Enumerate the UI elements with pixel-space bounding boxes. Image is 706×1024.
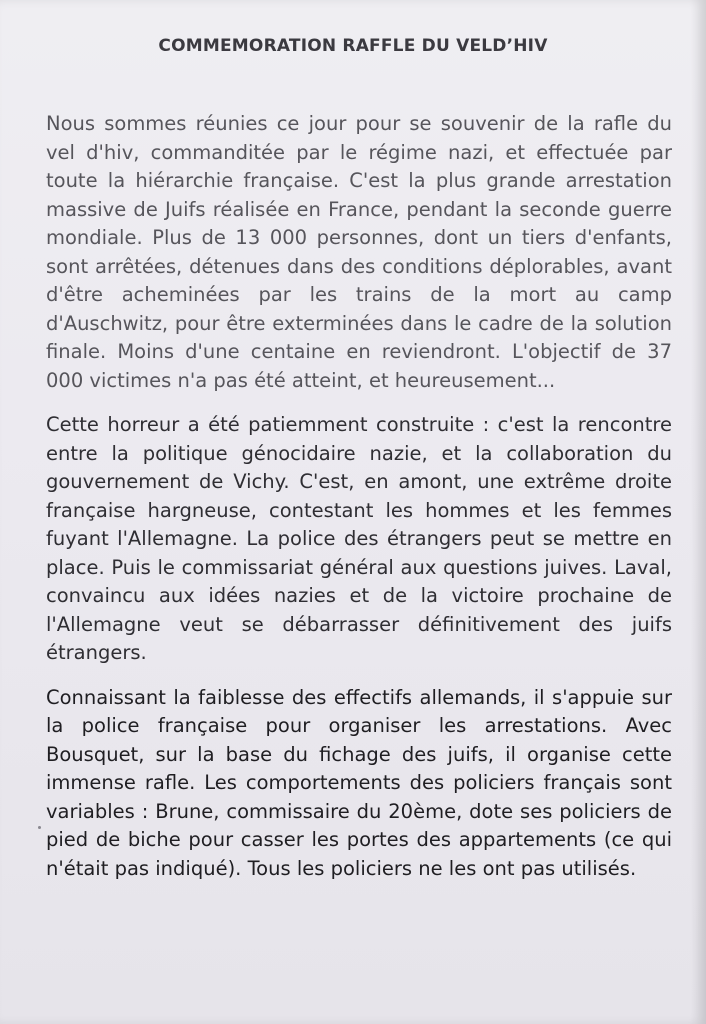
document-title: COMMEMORATION RAFFLE DU VELD’HIV (158, 36, 548, 56)
paper-speck (38, 826, 41, 829)
paragraph-1: Nous sommes réunies ce jour pour se souvenir de la rafle du vel d'hiv, commanditée par le régime nazi, et effectuée par toute la hiérarchie française. C'est la plus grande arrestation massive de Juifs réalisée en France, pendant la seconde guerre mondiale. Plus de 13 000 personnes, dont un tiers d'enfants, sont arrêtées, détenues dans des conditions déplorables, avant d'être acheminées par les trains de la mort au camp d'Auschwitz, pour être exterminées dans le cadre de la solution finale. Moins d'une centaine en reviendront. L'objectif de 37 000 victimes n'a pas été atteint, et heureusement... (46, 112, 672, 392)
paragraph-3: Connaissant la faiblesse des effectifs allemands, il s'appuie sur la police française pour organiser les arrestations. Avec Bousquet, sur la base du fichage des juifs, il organise cette immense rafle. Les comportements des policiers français sont variables : Brune, commissaire du 20ème, dote ses policiers de pied de biche pour casser les portes des appartements (ce qui n'était pas indiqué). Tous les policiers ne les ont pas utilisés. (46, 685, 672, 880)
document-body (46, 110, 672, 899)
paragraph-2: Cette horreur a été patiemment construite : c'est la rencontre entre la politique génocidaire nazie, et la collaboration du gouvernement de Vichy. C'est, en amont, une extrême droite française hargneuse, contestant les hommes et les femmes fuyant l'Allemagne. La police des étrangers peut se mettre en place. Puis le commissariat général aux questions juives. Laval, convaincu aux idées nazies et de la victoire prochaine de l'Allemagne veut se débarrasser définitivement des juifs étrangers. (46, 413, 672, 664)
page-edge-shadow (690, 0, 706, 1024)
